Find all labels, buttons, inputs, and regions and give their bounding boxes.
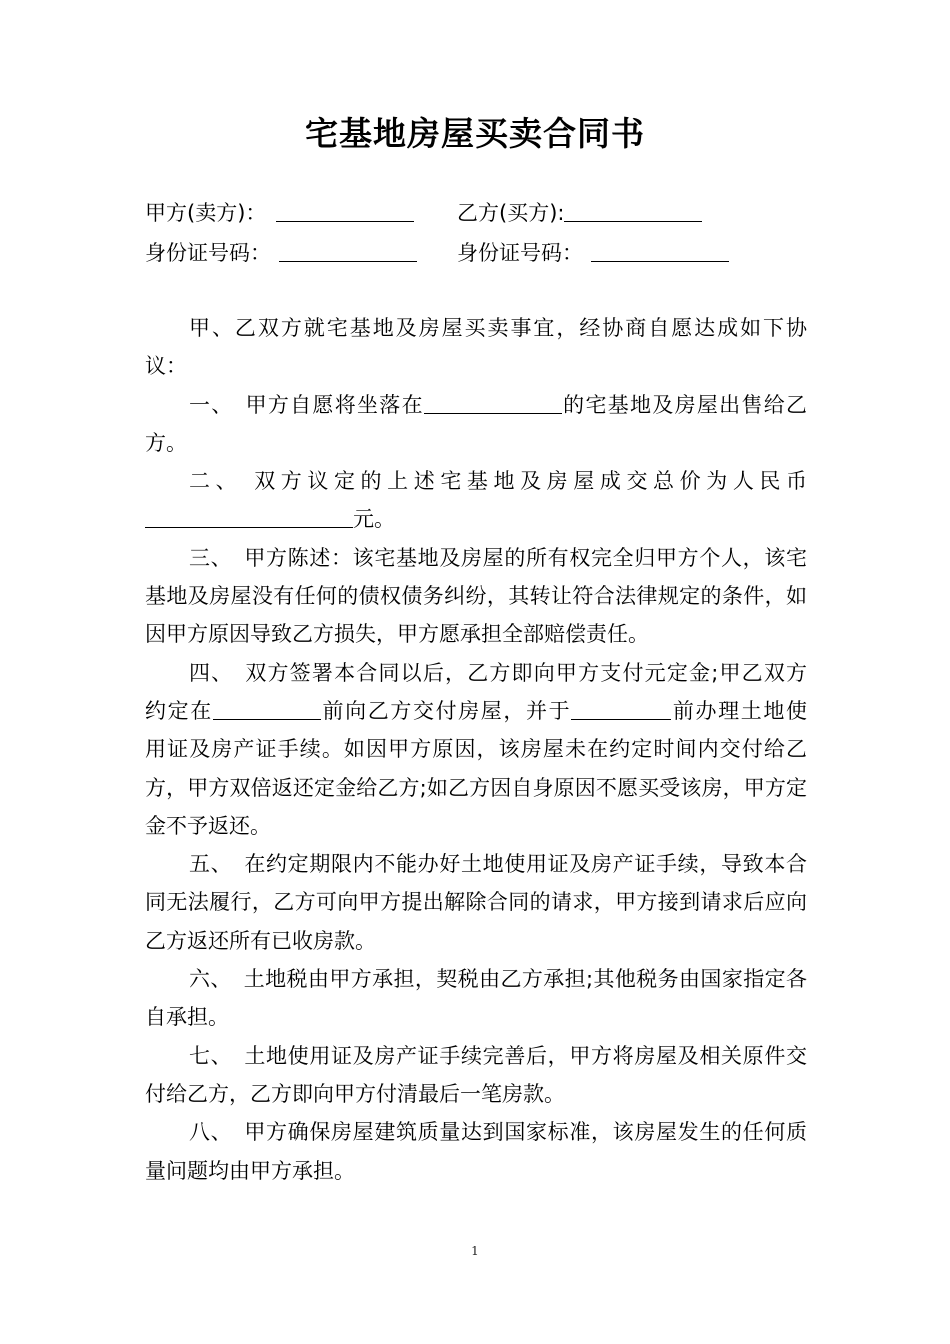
seller-name-blank[interactable] [276, 199, 414, 222]
seller-label: 甲方(卖方)： [145, 201, 267, 225]
clause-number: 一、 [189, 392, 234, 417]
intro-text-a: 甲、乙双方就宅基地及房屋买卖事宜，经协商自愿达成如下协 [189, 316, 807, 340]
seller-id-field [145, 236, 417, 270]
contract-body [145, 309, 807, 1190]
buyer-field [457, 196, 702, 230]
buyer-id-blank[interactable] [591, 239, 729, 262]
clause-text: 前向乙方交付房屋，并于 [320, 698, 572, 723]
buyer-id-label: 身份证号码： [457, 241, 583, 265]
seller-id-blank[interactable] [279, 239, 417, 262]
clause-text: 甲方自愿将坐落在 [245, 392, 424, 417]
intro-paragraph [145, 309, 807, 347]
clause-number: 四、 [189, 660, 234, 685]
clause-6 [145, 960, 807, 1037]
party-row-names [145, 196, 825, 230]
clause-4-line-2 [145, 692, 807, 730]
clause-text: 双方议定的上述宅基地及房屋成交总价为人民币 [254, 469, 808, 494]
clause-1 [145, 386, 807, 424]
delivery-date-blank[interactable] [213, 697, 321, 720]
clause-number: 三、 [189, 545, 233, 570]
clause-text: 的宅基地及房屋出售给乙 [561, 392, 808, 417]
clause-text: 土地使用证及房产证手续完善后，甲方将房屋及相关原件交付给乙方，乙方即向甲方付清最后一笔房款。 [145, 1043, 808, 1106]
seller-field [145, 196, 414, 230]
clause-5 [145, 845, 807, 960]
intro-paragraph-end: 议： [145, 354, 187, 379]
clause-number: 七、 [189, 1043, 233, 1068]
location-blank[interactable] [424, 391, 562, 414]
clause-text: 甲方陈述：该宅基地及房屋的所有权完全归甲方个人，该宅基地及房屋没有任何的债权债务纠纷，其转让符合法律规定的条件，如因甲方原因导致乙方损失，甲方愿承担全部赔偿责任。 [145, 545, 808, 647]
clause-4 [145, 654, 807, 692]
clause-text: 在约定期限内不能办好土地使用证及房产证手续，导致本合同无法履行，乙方可向甲方提出解除合同的请求，甲方接到请求后应向乙方返还所有已收房款。 [145, 852, 808, 953]
clause-3 [145, 539, 807, 654]
party-row-ids [145, 236, 825, 270]
clause-1-end: 方。 [145, 430, 187, 455]
document-title: 宅基地房屋买卖合同书 [305, 114, 645, 153]
clause-number: 五、 [189, 852, 233, 877]
clause-text: 土地税由甲方承担，契税由乙方承担;其他税务由国家指定各自承担。 [145, 967, 807, 1030]
clause-4-rest: 用证及房产证手续。如因甲方原因，该房屋未在约定时间内交付给乙方，甲方双倍返还定金给乙方;如乙方因自身原因不愿买受该房，甲方定金不予返还。 [145, 737, 807, 838]
clause-2-end [145, 500, 807, 538]
clause-number: 六、 [189, 967, 232, 992]
clause-text: 甲方确保房屋建筑质量达到国家标准，该房屋发生的任何质量问题均由甲方承担。 [145, 1120, 808, 1183]
buyer-id-field [457, 236, 729, 270]
price-blank[interactable] [145, 505, 353, 528]
buyer-name-blank[interactable] [564, 199, 702, 222]
seller-id-label: 身份证号码： [145, 241, 271, 265]
clause-8 [145, 1113, 807, 1190]
clause-number: 八、 [189, 1120, 233, 1145]
clause-number: 二、 [189, 469, 243, 494]
clause-2 [145, 462, 807, 500]
page-number: 1 [471, 1244, 479, 1258]
clause-text: 约定在 [145, 698, 213, 723]
clause-text: 前办理土地使 [671, 698, 808, 723]
buyer-label: 乙方(买方): [457, 201, 565, 225]
permit-date-blank[interactable] [571, 697, 671, 720]
clause-text: 双方签署本合同以后，乙方即向甲方支付元定金;甲乙双方 [245, 660, 808, 685]
clause-7 [145, 1037, 807, 1114]
clause-text: 元。 [353, 507, 395, 532]
